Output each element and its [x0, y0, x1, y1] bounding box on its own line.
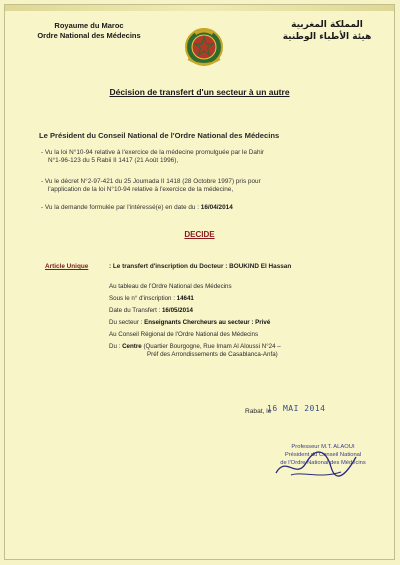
- vu-demande-text: - Vu la demande formulée par l'intéressé(e) en date du :: [41, 204, 199, 211]
- date-stamp: 16 MAI 2014: [267, 404, 326, 413]
- header-order: Ordre National des Médecins: [37, 31, 141, 40]
- detail-centre: [109, 343, 349, 351]
- secteur-label: Du secteur :: [109, 319, 143, 326]
- centre-label: Du :: [109, 343, 121, 350]
- president-heading: Le Président du Conseil National de l'Ordre National des Médecins: [39, 131, 280, 140]
- signatory-role-1: Président du Conseil National: [284, 452, 362, 458]
- inscription-label: Sous le n° d'inscription :: [109, 295, 175, 302]
- header-order-ar: هيئة الأطباء الوطنية: [282, 32, 372, 42]
- decide-heading: DECIDE: [184, 230, 215, 239]
- document-page: [4, 4, 395, 560]
- vu-line: [41, 204, 331, 213]
- detail-transfert: [109, 307, 349, 315]
- vu-line: l'application de la loi N°10-94 relative à l'exercice de la médecine,: [48, 186, 234, 193]
- detail-secteur: [109, 319, 349, 327]
- decorative-band: [5, 5, 394, 11]
- article-text: : Le transfert d'inscription du Docteur : BOUKIND El Hassan: [109, 263, 292, 270]
- header-kingdom-ar: المملكة المغربية: [291, 20, 363, 30]
- signature-place: Rabat, le: [245, 408, 272, 415]
- demande-date: 16/04/2014: [200, 204, 233, 211]
- vu-line: - Vu le décret N°2-97-421 du 25 Joumada II 1418 (28 Octobre 1997) pris pour: [41, 178, 261, 185]
- vu-line: - Vu la loi N°10-94 relative à l'exercice de la médecine promulguée par le Dahir: [41, 149, 265, 156]
- handwritten-signature: [271, 445, 361, 485]
- centre-value: Centre: [122, 343, 142, 350]
- detail-inscription: [109, 295, 349, 303]
- article-label: Article Unique: [45, 263, 89, 270]
- transfert-label: Date du Transfert :: [109, 307, 161, 314]
- inscription-value: 14641: [176, 295, 194, 302]
- header-kingdom: Royaume du Maroc: [54, 21, 124, 30]
- order-emblem-icon: [180, 23, 228, 69]
- centre-address-2: Préf des Arrondissements de Casablanca-Anfa): [147, 351, 278, 358]
- transfert-value: 16/05/2014: [161, 307, 193, 314]
- header-right-arabic: [272, 19, 382, 43]
- document-title: Décision de transfert d'un secteur à un autre: [109, 87, 290, 97]
- detail-conseil: Au Conseil Régional de l'Ordre National des Médecins: [109, 331, 259, 338]
- secteur-value: Enseignants Chercheurs au secteur : Privé: [144, 319, 271, 326]
- header-left: [19, 21, 159, 41]
- signatory-name: Professeur M.T. ALAOUI: [291, 444, 355, 450]
- signatory-role-2: de l'Ordre National des Médecins: [280, 460, 366, 466]
- vu-line: N°1-96-123 du 5 Rabii II 1417 (21 Août 1996),: [48, 157, 179, 164]
- detail-tableau: Au tableau de l'Ordre National des Médecins: [109, 283, 232, 290]
- centre-address-1: (Quartier Bourgogne, Rue Imam Al Aloussi N°24 –: [143, 343, 281, 350]
